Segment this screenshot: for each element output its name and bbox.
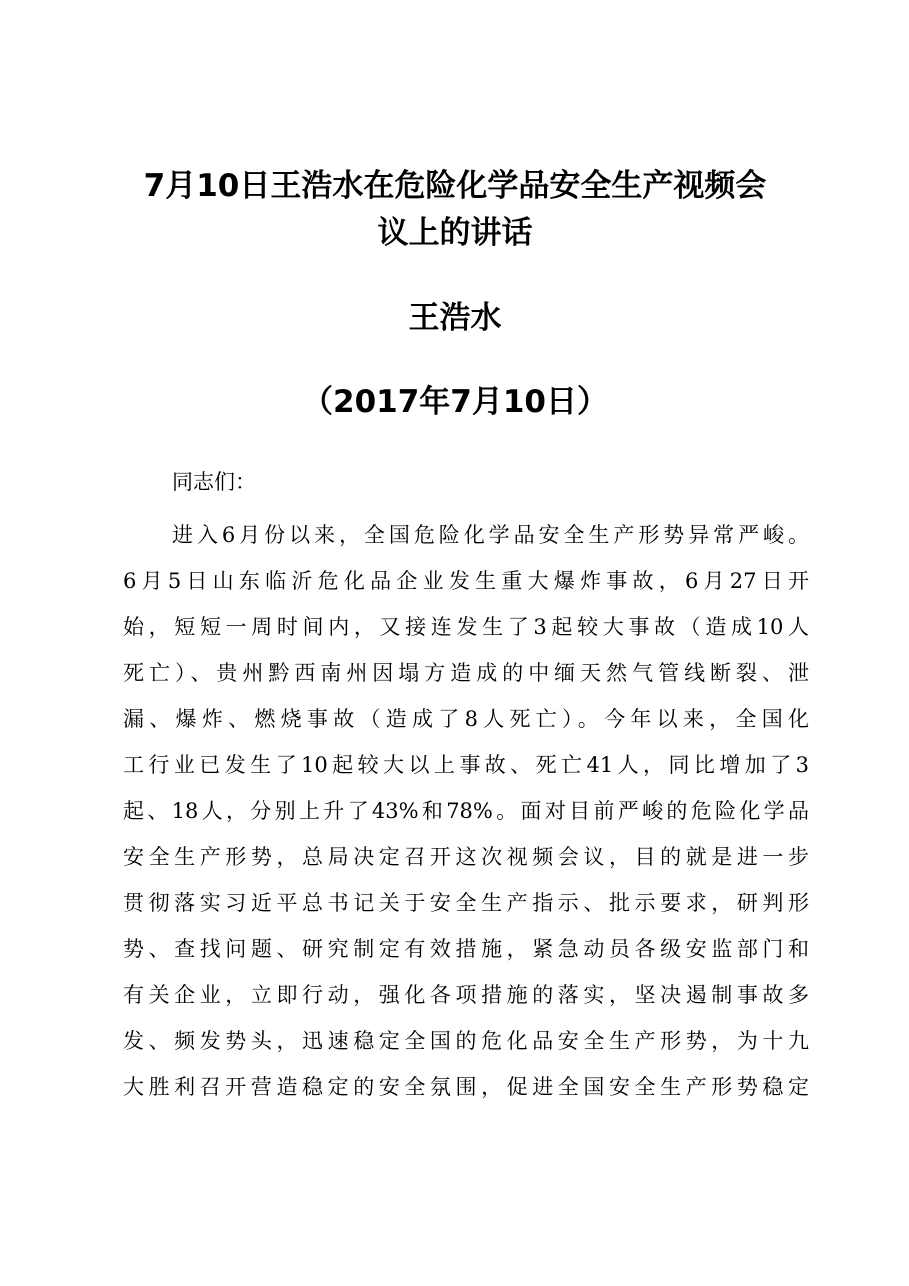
paragraph-line: 起、18人，分别上升了43%和78%。面对目前严峻的危险化学品 bbox=[123, 799, 809, 823]
paragraph-line: 始，短短一周时间内，又接连发生了3起较大事故（造成10人 bbox=[123, 615, 809, 639]
paragraph-line: 有关企业，立即行动，强化各项措施的落实，坚决遏制事故多 bbox=[123, 983, 809, 1007]
paragraph-line: 发、频发势头，迅速稳定全国的危化品安全生产形势，为十九 bbox=[123, 1029, 809, 1053]
document-title bbox=[110, 163, 800, 257]
paragraph-line: 工行业已发生了10起较大以上事故、死亡41人，同比增加了3 bbox=[123, 753, 809, 777]
speech-date: （2017年7月10日） bbox=[302, 384, 608, 420]
paragraph-line: 进入6月份以来，全国危险化学品安全生产形势异常严峻。 bbox=[172, 523, 809, 547]
salutation: 同志们： bbox=[172, 470, 256, 494]
author-name: 王浩水 bbox=[408, 300, 502, 336]
title-line-1: 7月10日王浩水在危险化学品安全生产视频会 bbox=[143, 168, 767, 204]
title-line-2: 议上的讲话 bbox=[377, 215, 533, 251]
paragraph-line: 6月5日山东临沂危化品企业发生重大爆炸事故，6月27日开 bbox=[123, 569, 809, 593]
body-paragraph bbox=[123, 512, 809, 1110]
paragraph-line: 贯彻落实习近平总书记关于安全生产指示、批示要求，研判形 bbox=[123, 891, 809, 915]
paragraph-line: 势、查找问题、研究制定有效措施，紧急动员各级安监部门和 bbox=[123, 937, 809, 961]
paragraph-line: 安全生产形势，总局决定召开这次视频会议，目的就是进一步 bbox=[123, 845, 809, 869]
paragraph-line: 死亡）、贵州黔西南州因塌方造成的中缅天然气管线断裂、泄 bbox=[123, 661, 809, 685]
paragraph-line: 漏、爆炸、燃烧事故（造成了8人死亡）。今年以来，全国化 bbox=[123, 707, 809, 731]
paragraph-line: 大胜利召开营造稳定的安全氛围，促进全国安全生产形势稳定 bbox=[123, 1075, 809, 1099]
